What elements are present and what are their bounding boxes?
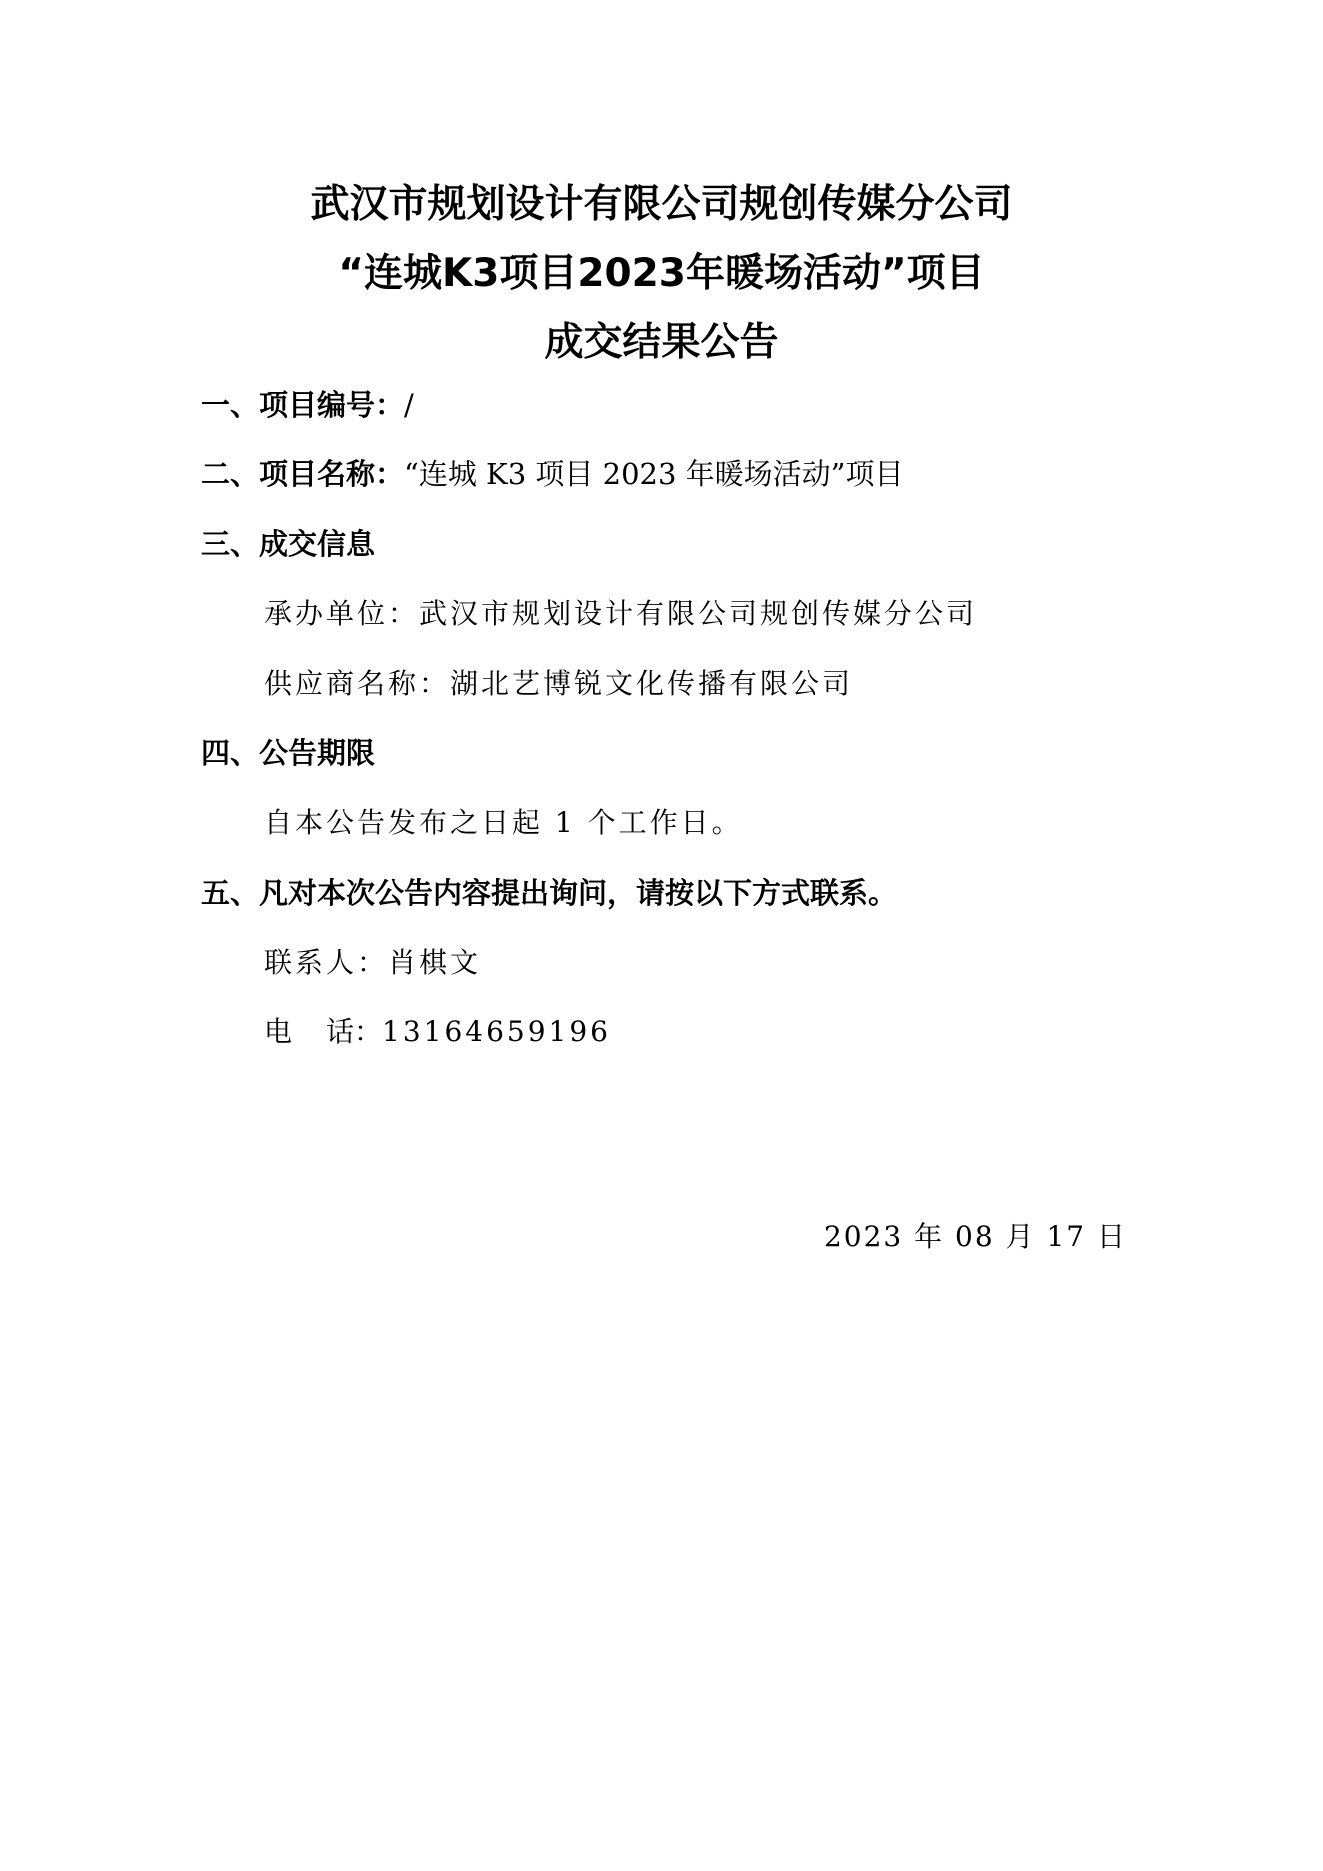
section-project-number (201, 385, 414, 425)
project-number-value: / (404, 388, 414, 422)
phone-label-part-a: 电 (264, 1015, 293, 1048)
title-line-project: “连城K3项目2023年暖场活动”项目 (338, 251, 985, 296)
title-line-company: 武汉市规划设计有限公司规创传媒分公司 (310, 182, 1013, 227)
organizer-label: 承办单位： (264, 597, 420, 630)
notice-period-text: 自本公告发布之日起 1 个工作日。 (264, 806, 743, 839)
supplier-label: 供应商名称： (264, 667, 451, 700)
contact-label: 联系人： (264, 946, 389, 979)
phone-label-part-b: 话： (326, 1015, 383, 1048)
announcement-title (0, 170, 1323, 377)
section-project-name-heading: 二、项目名称： (201, 457, 405, 491)
section-project-number-heading: 一、项目编号： (201, 388, 405, 422)
section-project-name (201, 454, 903, 494)
contact-value: 肖棋文 (388, 946, 482, 979)
phone-line (264, 1012, 611, 1052)
supplier-line (264, 664, 853, 704)
contact-line (264, 943, 481, 983)
section-deal-info-heading: 三、成交信息 (201, 527, 376, 561)
phone-label (264, 1012, 382, 1052)
section-notice-period-heading: 四、公告期限 (201, 736, 376, 770)
phone-value: 13164659196 (382, 1015, 611, 1048)
project-name-value: “连城 K3 项目 2023 年暖场活动”项目 (404, 457, 904, 491)
supplier-value: 湖北艺博锐文化传播有限公司 (450, 667, 854, 700)
organizer-line (264, 594, 977, 634)
section-contact-heading: 五、凡对本次公告内容提出询问，请按以下方式联系。 (201, 876, 898, 910)
title-line-notice: 成交结果公告 (544, 320, 779, 365)
announcement-date: 2023 年 08 月 17 日 (823, 1220, 1127, 1253)
organizer-value: 武汉市规划设计有限公司规创传媒分公司 (419, 597, 978, 630)
